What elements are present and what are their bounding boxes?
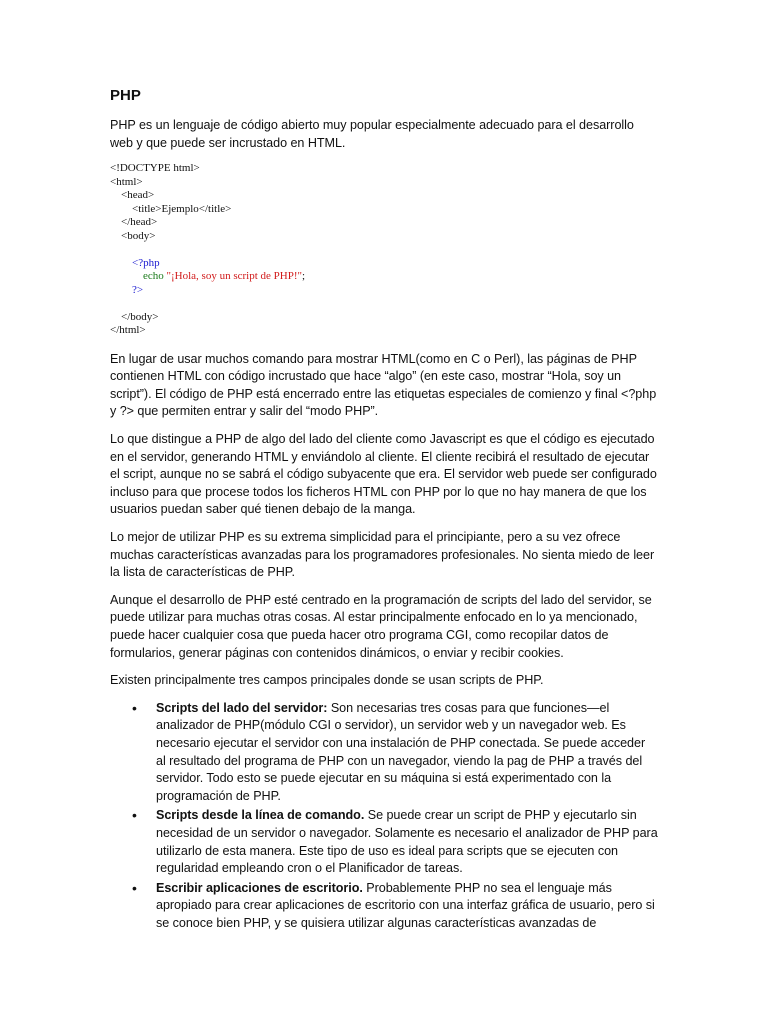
code-token: <body> [121, 229, 156, 242]
list-item-text: Son necesarias tres cosas para que funciones—el analizador de PHP(módulo CGI o servidor), un servidor web y un navegador web. Es necesario ejecutar el servidor con una instalación de PHP conectada. Se puede acceder al resultado del programa de PHP con un navegador, viendo la pag de PHP a través del servidor. Todo esto se puede ejecutar en su máquina si está experimentado con la programación de PHP. [156, 700, 646, 803]
bullet-icon: • [132, 879, 137, 896]
list-item-text: Se puede crear un script de PHP y ejecutarlo sin necesidad de un servidor o navegador. Solamente es necesario el analizador de PHP para utilizarlo de esta manera. Este tipo de uso es ideal para scripts que se ejecuten con regularidad empleando cron o el Planificador de tareas. [156, 808, 658, 876]
list-item-lead: Scripts desde la línea de comando. [156, 808, 365, 823]
code-token: ; [302, 270, 306, 283]
code-line [110, 311, 658, 325]
list-item [110, 880, 658, 933]
code-line [110, 176, 658, 190]
code-line [110, 243, 658, 257]
paragraph-1: En lugar de usar muchos comando para mostrar HTML(como en C o Perl), las páginas de PHP contienen HTML con código incrustado que hace “algo” (en este caso, mostrar “Hola, soy un script”). El código de PHP está encerrado entre las etiquetas especiales de comienzo y final <?php y ?> que permiten entrar y salir del “modo PHP”. [110, 351, 657, 419]
list-item [110, 700, 658, 806]
code-line [110, 257, 658, 271]
code-token: <?php [132, 256, 160, 269]
code-token: ?> [132, 283, 144, 296]
code-token: </body> [121, 310, 159, 323]
code-token: <head> [121, 189, 155, 202]
code-token: </head> [121, 216, 158, 229]
code-token: </html> [110, 324, 146, 337]
document-page [110, 86, 658, 935]
paragraph-5: Existen principalmente tres campos principales donde se usan scripts de PHP. [110, 673, 544, 688]
bullet-list [110, 700, 658, 933]
list-item-lead: Escribir aplicaciones de escritorio. [156, 880, 363, 895]
code-token: "¡Hola, soy un script de PHP!" [166, 270, 302, 283]
code-line [110, 230, 658, 244]
page-title: PHP [110, 87, 141, 104]
code-token: <html> [110, 175, 143, 188]
code-token: echo [143, 270, 167, 283]
code-example [110, 162, 658, 338]
paragraph-2: Lo que distingue a PHP de algo del lado del cliente como Javascript es que el código es ejecutado en el servidor, generando HTML y enviándolo al cliente. El cliente recibirá el resultado de ejecutar el script, aunque no se sabrá el código subyacente que era. El servidor web puede ser configurado incluso para que procese todos los ficheros HTML con PHP por lo que no hay manera de que los usuarios puedan saber qué tienen debajo de la manga. [110, 432, 657, 517]
code-token: <!DOCTYPE html> [110, 162, 200, 175]
list-item-text: Probablemente PHP no sea el lenguaje más apropiado para crear aplicaciones de escritorio con una interfaz gráfica de usuario, pero si se conoce bien PHP, y se quisiera utilizar algunas características avanzadas de [156, 880, 655, 930]
list-item [110, 807, 658, 877]
code-line [110, 162, 658, 176]
bullet-icon: • [132, 699, 137, 716]
code-line [110, 270, 658, 284]
code-line [110, 216, 658, 230]
code-line [110, 284, 658, 298]
code-line [110, 297, 658, 311]
paragraph-4: Aunque el desarrollo de PHP esté centrado en la programación de scripts del lado del servidor, se puede utilizar para muchas otras cosas. Al estar principalmente enfocado en lo ya mencionado, puede hacer cualquier cosa que pueda hacer otro programa CGI, como recopilar datos de formularios, generar páginas con contenidos dinámicos, o enviar y recibir cookies. [110, 592, 652, 660]
intro-paragraph: PHP es un lenguaje de código abierto muy popular especialmente adecuado para el desarrollo web y que puede ser incrustado en HTML. [110, 118, 634, 150]
code-line [110, 189, 658, 203]
bullet-icon: • [132, 807, 137, 824]
code-line [110, 203, 658, 217]
code-token: <title>Ejemplo</title> [132, 202, 232, 215]
paragraph-3: Lo mejor de utilizar PHP es su extrema simplicidad para el principiante, pero a su vez ofrece muchas características avanzadas para los programadores profesionales. No sienta miedo de leer la lista de características de PHP. [110, 530, 655, 580]
list-item-lead: Scripts del lado del servidor: [156, 700, 328, 715]
code-line [110, 324, 658, 338]
